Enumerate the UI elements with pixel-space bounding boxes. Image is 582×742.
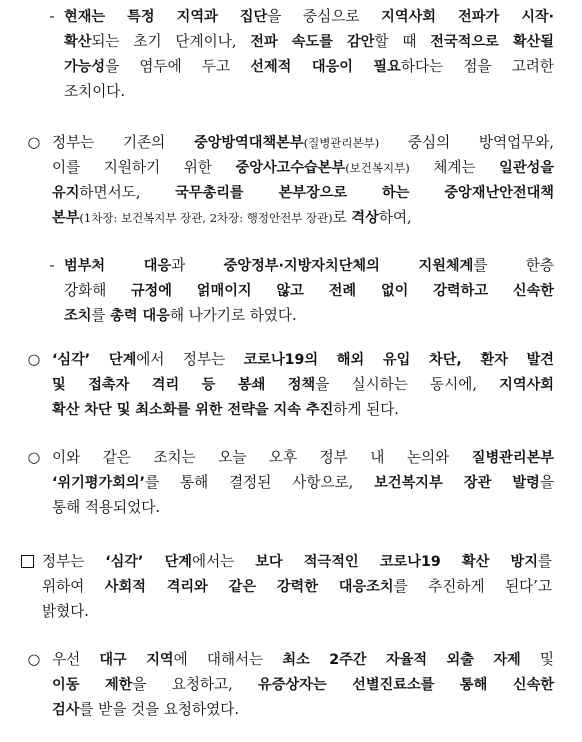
- text-line: 유지하면서도, 국무총리를 본부장으로 하는 중앙재난안전대책: [52, 184, 554, 201]
- dash-marker: -: [49, 257, 55, 274]
- circle-item-serious-stage: [27, 347, 554, 422]
- text-line: 이와 같은 조치는 오늘 오후 정부 내 논의와 질병관리본부: [52, 449, 554, 466]
- text-line: ‘위기평가회의’를 통해 결정된 사항으로, 보건복지부 장관 발령을: [52, 474, 554, 491]
- text-line: 확산 차단 및 최소화를 위한 전략을 지속 추진하게 된다.: [52, 401, 399, 418]
- text-line: 위하여 사회적 격리와 같은 강력한 대응조치를 추진하게 된다’고: [42, 578, 552, 595]
- text-line: 가능성을 염두에 두고 선제적 대응이 필요하다는 점을 고려한: [64, 58, 554, 75]
- box-item-government-statement: [42, 549, 552, 624]
- text-line: 정부는 기존의 중앙방역대책본부(질병관리본부) 중심의 방역업무와,: [52, 134, 554, 151]
- dash-marker: -: [49, 8, 55, 25]
- text-line: 통해 적용되었다.: [52, 499, 160, 516]
- text-line: 현재는 특정 지역과 집단을 중심으로 지역사회 전파가 시작·: [64, 8, 554, 25]
- text-line: 본부(1차장: 보건복지부 장관, 2차장: 행정안전부 장관)로 격상하여,: [52, 209, 412, 226]
- text-line: 검사를 받을 것을 요청하였다.: [52, 701, 239, 718]
- dash-item-spread-stage: [49, 4, 554, 104]
- text-line: 강화해 규정에 얽매이지 않고 전례 없이 강력하고 신속한: [64, 282, 554, 299]
- text-line: 조치를 총력 대응해 나가기로 하였다.: [64, 307, 297, 324]
- text-line: 조치이다.: [64, 83, 126, 100]
- circle-marker: ○: [27, 134, 41, 151]
- text-line: 이를 지원하기 위한 중앙사고수습본부(보건복지부) 체계는 일관성을: [52, 159, 554, 176]
- checkbox-square-icon: [21, 555, 34, 568]
- text-line: 및 접촉자 격리 등 봉쇄 정책을 실시하는 동시에, 지역사회: [52, 376, 554, 393]
- circle-item-headquarters: [27, 130, 554, 230]
- text-line: 우선 대구 지역에 대해서는 최소 2주간 자율적 외출 자제 및: [52, 651, 554, 668]
- circle-item-decision: [27, 445, 554, 520]
- dash-item-ministries: [49, 253, 554, 328]
- circle-marker: ○: [27, 449, 41, 466]
- text-line: 이동 제한을 요청하고, 유증상자는 선별진료소를 통해 신속한: [52, 676, 555, 693]
- text-line: 확산되는 초기 단계이나, 전파 속도를 감안할 때 전국적으로 확산될: [64, 33, 554, 50]
- text-line: 범부처 대응과 중앙정부·지방자치단체의 지원체계를 한층: [64, 257, 554, 274]
- circle-item-daegu: [27, 647, 555, 722]
- circle-marker: ○: [27, 351, 41, 368]
- circle-marker: ○: [27, 651, 41, 668]
- text-line: ‘심각’ 단계에서 정부는 코로나19의 해외 유입 차단, 환자 발견: [52, 351, 554, 368]
- text-line: 정부는 ‘심각’ 단계에서는 보다 적극적인 코로나19 확산 방지를: [42, 553, 553, 570]
- text-line: 밝혔다.: [42, 603, 89, 620]
